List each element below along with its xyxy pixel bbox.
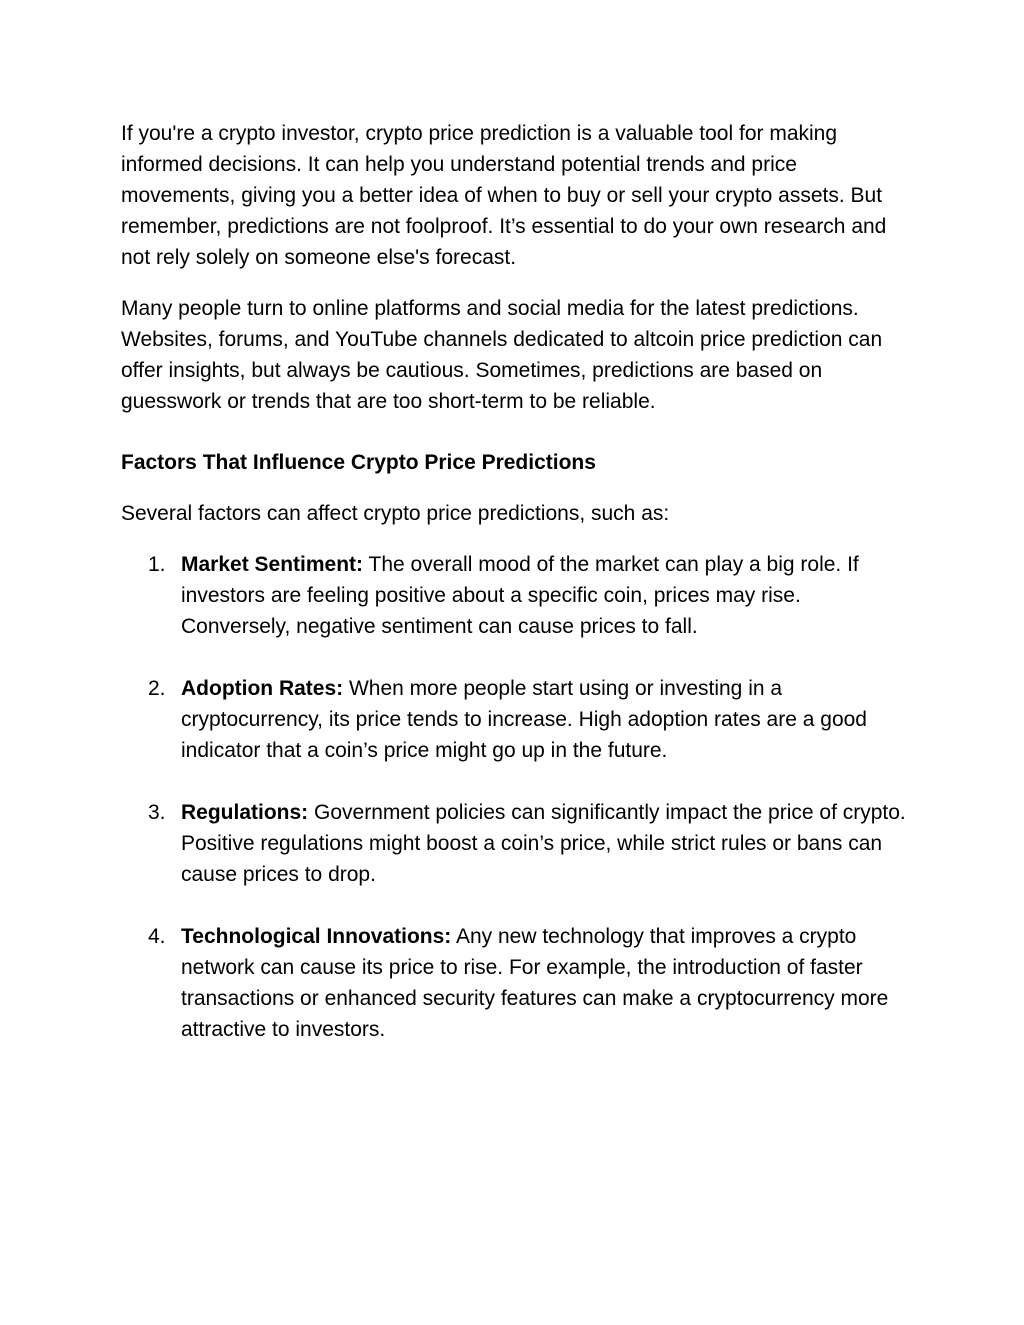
list-item-number: 3. [148,801,166,824]
list-item-term: Regulations: [181,801,309,824]
list-item-number: 2. [148,677,166,700]
factor-list [121,549,911,1045]
list-item-number: 1. [148,553,166,576]
paragraph-intro: If you're a crypto investor, crypto price prediction is a valuable tool for making informed decisions. It can help you understand potential trends and price movements, giving you a better idea of when to buy or sell your crypto assets. But remember, predictions are not foolproof. It’s essential to do your own research and not rely solely on someone else's forecast. [121,122,887,269]
list-item-text: Any new technology that improves a crypto network can cause its price to rise. For example, the introduction of faster transactions or enhanced security features can make a cryptocurrency more attractive to investors. [181,925,889,1041]
list-item-text: Government policies can significantly impact the price of crypto. Positive regulations might boost a coin’s price, while strict rules or bans can cause prices to drop. [181,801,906,886]
list-item [121,673,911,766]
section-heading: Factors That Influence Crypto Price Predictions [121,451,596,474]
list-item-number: 4. [148,925,166,948]
document-page [121,118,911,1076]
list-item [121,549,911,642]
list-item-text: The overall mood of the market can play a big role. If investors are feeling positive about a specific coin, prices may rise. Conversely, negative sentiment can cause prices to fall. [181,553,859,638]
paragraph-platforms: Many people turn to online platforms and social media for the latest predictions. Websites, forums, and YouTube channels dedicated to altcoin price prediction can offer insights, but always be cautious. Sometimes, predictions are based on guesswork or trends that are too short-term to be reliable. [121,297,883,413]
list-item-text: When more people start using or investing in a cryptocurrency, its price tends to increase. High adoption rates are a good indicator that a coin’s price might go up in the future. [181,677,867,762]
section-intro: Several factors can affect crypto price predictions, such as: [121,502,670,525]
list-item-term: Market Sentiment: [181,553,364,576]
list-item [121,921,911,1045]
list-item-term: Adoption Rates: [181,677,344,700]
list-item [121,797,911,890]
list-item-term: Technological Innovations: [181,925,452,948]
